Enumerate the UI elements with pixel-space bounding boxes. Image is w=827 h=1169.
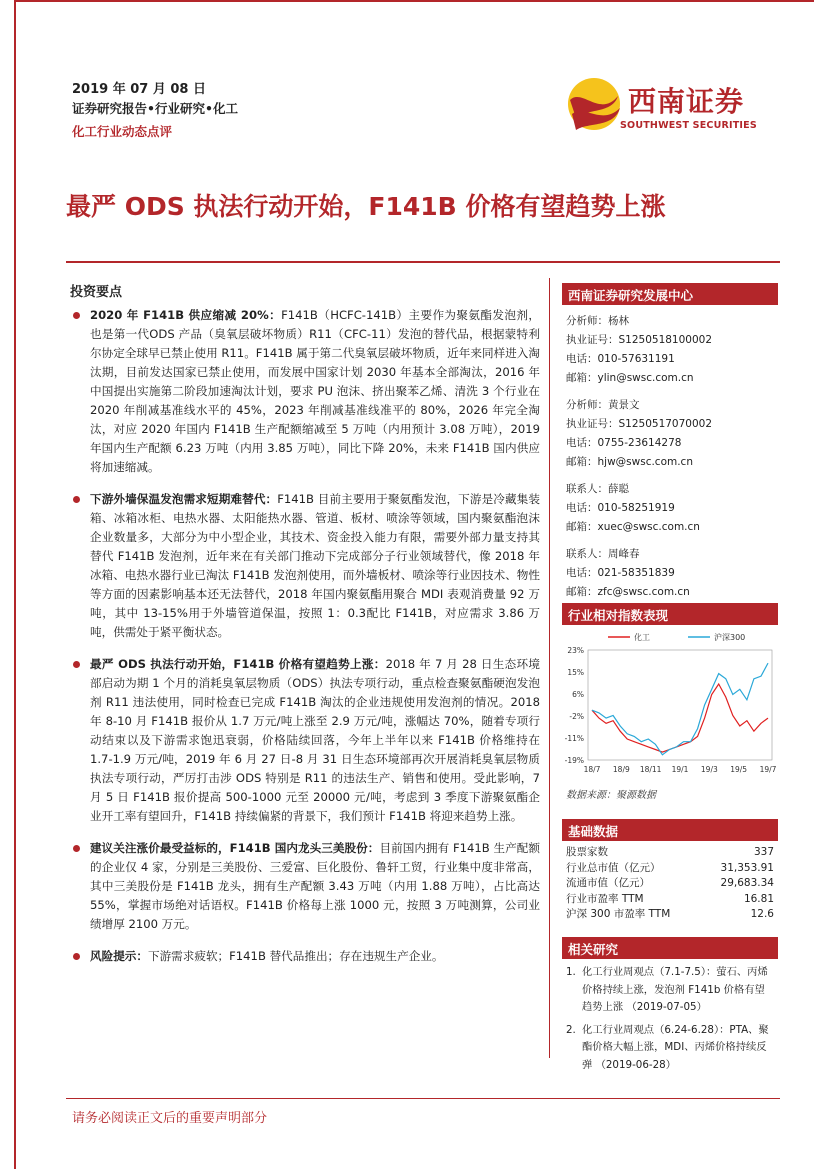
table-row — [562, 861, 778, 877]
logo-emblem-icon — [566, 74, 626, 136]
contact-name: 联系人：薛聪 — [566, 483, 629, 495]
footer-divider — [66, 1098, 780, 1099]
key-point — [70, 306, 540, 477]
key-point — [70, 655, 540, 826]
analyst-phone: 电话：010-57631191 — [566, 353, 675, 365]
key-point-text: F141B 目前主要用于聚氨酯发泡，下游是冷藏集装箱、冰箱冰柜、电热水器、太阳能热水器、管道、板材、喷涂等领域，国内聚氨酯泡沫企业数量多，大部分为中小型企业，其技术、资金投入能力有限，需要外部力量支持其替代 F141B 发泡剂，近年来在有关部门推动下完成部分子行业领域替代，像 2018 年冰箱、电热水器行业已淘汰 F141B 发泡剂使用，而外墙板材、喷涂等行业因技术、物性等方面的因素影响基本还无法替代，2018 年国内聚氨酯用聚合 MDI 表观消费量 92 万吨，其中 13-15%用于外墙管道保温，按照 1：0.3配比 F141B，对应需求 3.86 万吨，供需处于紧平衡状态。 — [90, 492, 540, 639]
row-label: 行业总市值（亿元） — [566, 861, 661, 874]
y-tick-label: -19% — [564, 756, 584, 765]
contact-name: 联系人：周峰春 — [566, 548, 640, 560]
related-research-item[interactable] — [562, 1017, 778, 1075]
basic-data-table — [562, 845, 778, 923]
row-label: 沪深 300 市盈率 TTM — [566, 908, 671, 921]
column-divider — [549, 278, 550, 1058]
key-point-lead: 2020 年 F141B 供应缩减 20%： — [90, 308, 282, 322]
row-label: 流通市值（亿元） — [566, 877, 650, 890]
analyst-name: 分析师：杨林 — [566, 315, 629, 327]
analyst-list — [562, 305, 778, 602]
x-tick-label: 19/7 — [759, 765, 777, 774]
analyst-cert: 执业证号：S1250517070002 — [566, 418, 713, 430]
row-label: 行业市盈率 TTM — [566, 892, 644, 905]
report-subtype: 化工行业动态点评 — [72, 124, 173, 139]
legend-label: 沪深300 — [714, 633, 746, 642]
related-item-text: 化工行业周观点（7.1-7.5）：萤石、丙烯价格持续上涨，发泡剂 F141b 价格有望趋势上涨 （2019-07-05） — [582, 966, 768, 1013]
legend-label: 化工 — [634, 633, 650, 642]
research-center-title: 西南证券研究发展中心 — [562, 283, 778, 305]
plot-area — [588, 650, 772, 760]
y-tick-label: -2% — [569, 712, 584, 721]
key-point — [70, 839, 540, 934]
bullet-dot-icon — [73, 312, 80, 319]
contact-email[interactable]: 邮箱：xuec@swsc.com.cn — [566, 521, 700, 533]
table-row — [562, 907, 778, 923]
x-tick-label: 19/1 — [671, 765, 689, 774]
bullet-dot-icon — [73, 845, 80, 852]
analyst-name: 分析师：黄景文 — [566, 399, 640, 411]
analyst-cert: 执业证号：S1250518100002 — [566, 334, 713, 346]
key-point-lead: 最严 ODS 执法行动开始，F141B 价格有望趋势上涨： — [90, 657, 386, 671]
y-tick-label: -11% — [564, 734, 584, 743]
row-value: 29,683.34 — [720, 877, 774, 890]
basic-data-title: 基础数据 — [562, 819, 778, 841]
key-point-lead: 风险提示： — [90, 949, 148, 963]
analyst-email[interactable]: 邮箱：ylin@swsc.com.cn — [566, 372, 694, 384]
bullet-dot-icon — [73, 661, 80, 668]
related-item-text: 化工行业周观点（6.24-6.28）：PTA、聚酯价格大幅上涨，MDI、丙烯价格持续反弹 （2019-06-28） — [582, 1023, 769, 1071]
key-point — [70, 490, 540, 642]
row-value: 12.6 — [750, 908, 774, 921]
x-tick-label: 19/5 — [730, 765, 748, 774]
report-date: 2019 年 07 月 08 日 — [72, 82, 206, 97]
contact-phone: 电话：010-58251919 — [566, 502, 675, 514]
row-label: 股票家数 — [566, 846, 608, 858]
x-tick-label: 19/3 — [700, 765, 718, 774]
series-line-hs300 — [592, 663, 768, 755]
logo-text-en: SOUTHWEST SECURITIES — [620, 120, 757, 131]
relative-index-chart — [562, 628, 778, 780]
key-points — [70, 306, 540, 979]
table-row — [562, 876, 778, 892]
index-section-title: 行业相对指数表现 — [562, 603, 778, 625]
research-center-panel — [562, 283, 778, 602]
row-value: 31,353.91 — [720, 861, 774, 874]
x-tick-label: 18/9 — [612, 765, 630, 774]
analyst-phone: 电话：0755-23614278 — [566, 437, 682, 449]
index-section — [562, 603, 778, 625]
table-row — [562, 845, 778, 861]
y-tick-label: 6% — [572, 690, 584, 699]
related-research-title: 相关研究 — [562, 937, 778, 959]
x-tick-label: 18/7 — [583, 765, 601, 774]
table-row — [562, 892, 778, 908]
company-logo — [566, 74, 766, 140]
page-border-top — [14, 0, 814, 2]
footer-disclaimer: 请务必阅读正文后的重要声明部分 — [72, 1111, 268, 1126]
key-point-text: 下游需求疲软；F141B 替代品推出；存在违规生产企业。 — [147, 949, 444, 963]
y-tick-label: 15% — [567, 668, 584, 677]
page-border-left — [14, 0, 16, 1169]
series-line-chemical — [592, 684, 768, 752]
key-point-text: 目前国内拥有 F141B 生产配额的企业仅 4 家，分别是三美股份、三爱富、巨化股份、鲁轩工贸，行业集中度非常高，其中三美股份是 F141B 龙头，拥有生产配额 3.43 万吨（内用 1.88 万吨），占比高达 55%，掌握市场绝对话语权。F141B 价格每上涨 1000 元，按照 3 万吨测算，公司业绩增厚 2100 万元。 — [90, 841, 541, 931]
key-point-lead: 下游外墙保温发泡需求短期难替代： — [90, 492, 278, 506]
row-value: 16.81 — [743, 892, 774, 905]
contact-phone: 电话：021-58351839 — [566, 567, 675, 579]
x-tick-label: 18/11 — [639, 765, 662, 774]
title-divider — [66, 261, 780, 263]
y-tick-label: 23% — [567, 646, 584, 655]
logo-text-cn: 西南证券 — [628, 85, 745, 118]
analyst-email[interactable]: 邮箱：hjw@swsc.com.cn — [566, 456, 693, 468]
related-research-section — [562, 937, 778, 1074]
related-item-number: 1. — [566, 966, 576, 978]
basic-data-section — [562, 819, 778, 923]
related-item-number: 2. — [566, 1023, 576, 1036]
chart-source: 数据来源：聚源数据 — [566, 790, 656, 801]
key-point-text: F141B（HCFC-141B）主要作为聚氨酯发泡剂，也是第一代ODS 产品（臭氧层破坏物质）R11（CFC-11）发泡的替代品，根据蒙特利尔协定全球早已禁止使用 R11。F141B 属于第二代臭氧层破坏物质，近年来同样进入淘汰期，目前发达国家已禁止使用，而发展中国家计划 2030 年基本全部淘汰，2016 年中国提出实施第二阶段加速淘汰计划，要求 PU 泡沫、挤出聚苯乙烯、清洗 3 个行业在 2020 年削减基准线水平的 45%，2023 年削减基准线准平的 80%，2026 年完全淘汰，对应 2020 年国内 F141B 生产配额缩减至 5 万吨（内用预计 3.08 万吨），2019 年国内生产配额 6.23 万吨（内用 3.85 万吨），同比下降 20%，未来 F141B 国内供应将加速缩减。 — [90, 308, 540, 474]
key-point — [70, 947, 540, 966]
contact-email[interactable]: 邮箱：zfc@swsc.com.cn — [566, 586, 690, 598]
key-point-text: 2018 年 7 月 28 日生态环境部启动为期 1 个月的消耗臭氧层物质（ODS）执法专项行动，重点检查聚氨酯硬泡发泡剂 R11 违法使用，同时检查已完成 F141B 淘汰的企业违规使用发泡剂的情况。2018 年 8-10 月 F141B 报价从 1.7 万元/吨上涨至 2.9 万元/吨，涨幅达 70%，随着专项行动结束以及下游需求饱迅衰弱，价格陆续回落，今年上半年以来 F141B 价格维持在 1.7-1.9 万元/吨，2019 年 6 月 27 日-8 月 31 日生态环境部再次开展消耗臭氧层物质执法专项行动，严厉打击涉 ODS 特别是 R11 的违法生产、销售和使用。受此影响，7 月 5 日 F141B 报价提高 500-1000 元至 20000 元/吨，考虑到 3 季度下游聚氨酯企业开工率有望回升，F141B 持续偏紧的背景下，我们预计 F141B 将迎来趋势上涨。 — [90, 657, 541, 823]
related-research-item[interactable] — [562, 959, 778, 1017]
bullet-dot-icon — [73, 953, 80, 960]
section-title: 投资要点 — [70, 285, 123, 300]
key-point-lead: 建议关注涨价最受益标的，F141B 国内龙头三美股份： — [90, 841, 380, 855]
bullet-dot-icon — [73, 496, 80, 503]
row-value: 337 — [753, 846, 774, 858]
page-title: 最严 ODS 执法行动开始，F141B 价格有望趋势上涨 — [66, 192, 666, 221]
report-type: 证券研究报告•行业研究•化工 — [72, 101, 238, 116]
